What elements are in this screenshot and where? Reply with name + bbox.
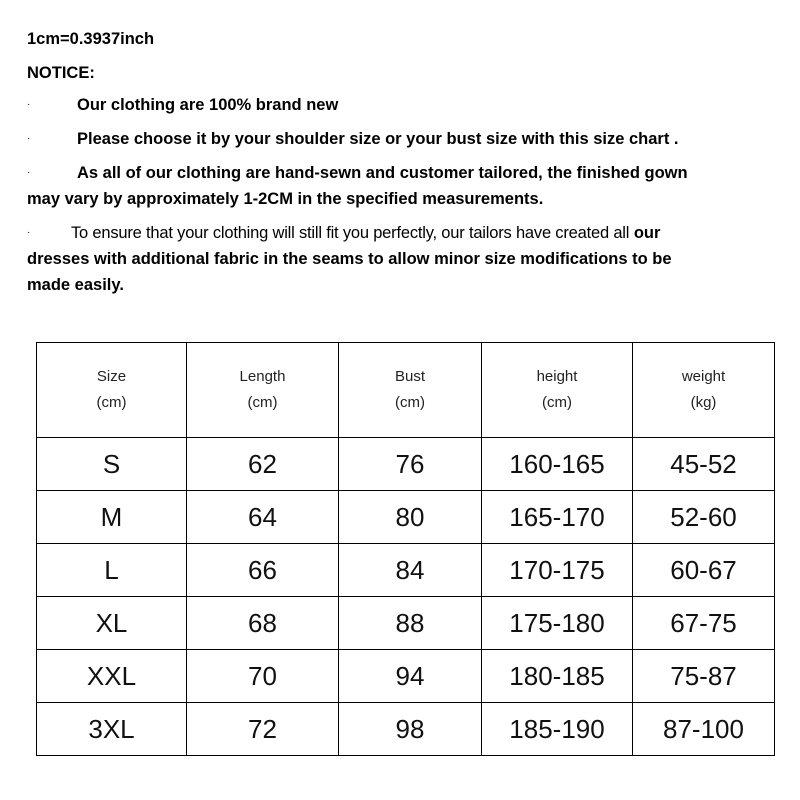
- notice-item-text-bold: our: [629, 224, 661, 242]
- notice-item-text-continued: made easily.: [27, 276, 124, 294]
- cell-size: XXL: [37, 650, 187, 703]
- cell-height: 185-190: [482, 703, 633, 756]
- cell-size: M: [37, 491, 187, 544]
- table-row: [37, 597, 775, 650]
- cell-height: 175-180: [482, 597, 633, 650]
- cell-size: S: [37, 438, 187, 491]
- cell-size: 3XL: [37, 703, 187, 756]
- column-header-height: height (cm): [482, 343, 633, 438]
- notice-item: [27, 126, 767, 152]
- cell-length: 68: [187, 597, 339, 650]
- table-row: [37, 438, 775, 491]
- cell-size: XL: [37, 597, 187, 650]
- table-row: [37, 491, 775, 544]
- notice-item: [27, 220, 767, 298]
- cell-bust: 94: [339, 650, 482, 703]
- cell-height: 160-165: [482, 438, 633, 491]
- cell-bust: 98: [339, 703, 482, 756]
- notice-item-text: Our clothing are 100% brand new: [77, 96, 339, 114]
- cell-weight: 67-75: [633, 597, 775, 650]
- table-row: [37, 544, 775, 597]
- cell-height: 180-185: [482, 650, 633, 703]
- bullet-icon: ·: [27, 99, 31, 110]
- cell-length: 64: [187, 491, 339, 544]
- notice-item-text: As all of our clothing are hand-sewn and customer tailored, the finished gown: [77, 164, 688, 182]
- column-header-bust: Bust (cm): [339, 343, 482, 438]
- unit-conversion: 1cm=0.3937inch: [27, 30, 155, 48]
- bullet-icon: ·: [27, 133, 31, 144]
- cell-weight: 87-100: [633, 703, 775, 756]
- bullet-icon: ·: [27, 227, 31, 238]
- cell-size: L: [37, 544, 187, 597]
- notice-item-text: Please choose it by your shoulder size or your bust size with this size chart .: [77, 130, 679, 148]
- cell-weight: 60-67: [633, 544, 775, 597]
- cell-weight: 75-87: [633, 650, 775, 703]
- notice-section: [27, 26, 767, 306]
- column-header-size: Size (cm): [37, 343, 187, 438]
- cell-bust: 80: [339, 491, 482, 544]
- cell-height: 165-170: [482, 491, 633, 544]
- notice-item: [27, 160, 767, 212]
- table-row: [37, 703, 775, 756]
- cell-bust: 84: [339, 544, 482, 597]
- cell-weight: 52-60: [633, 491, 775, 544]
- notice-heading: NOTICE:: [27, 64, 95, 82]
- bullet-icon: ·: [27, 167, 31, 178]
- cell-length: 62: [187, 438, 339, 491]
- table-header-row: [37, 343, 775, 438]
- column-header-weight: weight (kg): [633, 343, 775, 438]
- column-header-length: Length (cm): [187, 343, 339, 438]
- cell-bust: 76: [339, 438, 482, 491]
- notice-item: [27, 92, 767, 118]
- notice-item-text: To ensure that your clothing will still fit you perfectly, our tailors have created all: [71, 224, 630, 242]
- cell-length: 66: [187, 544, 339, 597]
- cell-length: 72: [187, 703, 339, 756]
- notice-item-text-continued: dresses with additional fabric in the seams to allow minor size modifications to be: [27, 250, 672, 268]
- cell-weight: 45-52: [633, 438, 775, 491]
- notice-item-text-continued: may vary by approximately 1-2CM in the specified measurements.: [27, 190, 544, 208]
- cell-height: 170-175: [482, 544, 633, 597]
- cell-bust: 88: [339, 597, 482, 650]
- cell-length: 70: [187, 650, 339, 703]
- size-chart-table: [36, 342, 775, 756]
- table-row: [37, 650, 775, 703]
